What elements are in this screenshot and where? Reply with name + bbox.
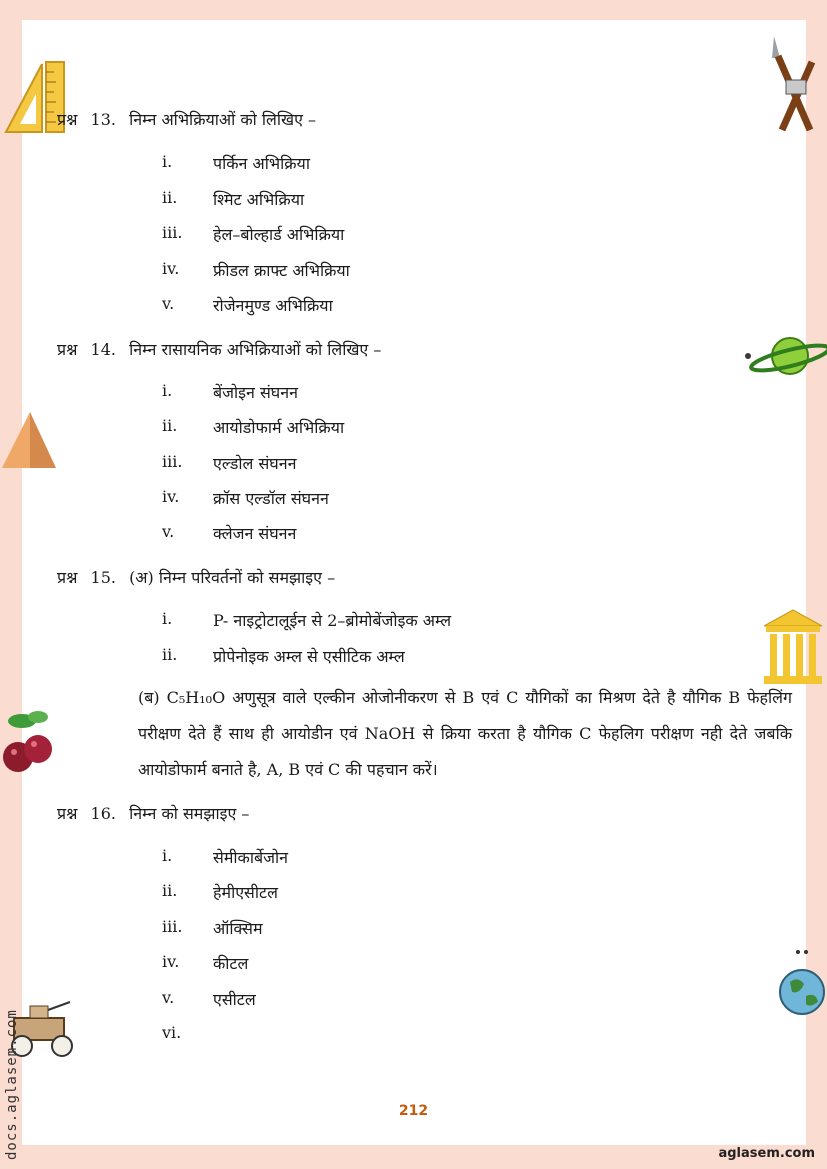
list-item: आयोडोफार्म अभिक्रिया — [213, 418, 345, 437]
list-item: एसीटल — [213, 990, 256, 1009]
question-number: 16. — [90, 804, 116, 823]
list-item: हेल–बोल्हार्ड अभिक्रिया — [213, 225, 345, 244]
list-item: क्लेजन संघनन — [213, 524, 297, 543]
list-item: फ्रीडल क्राफ्ट अभिक्रिया — [213, 261, 350, 280]
list-item: प्रोपेनोइक अम्ल से एसीटिक अम्ल — [213, 647, 405, 666]
question-prefix: प्रश्न — [57, 804, 78, 823]
list-item: P- नाइट्रोटालूईन से 2–ब्रोमोबेंजोइक अम्ल — [213, 611, 452, 630]
list-item-number: iv. — [162, 952, 180, 971]
list-item: हेमीएसीटल — [213, 883, 278, 902]
list-item: कीटल — [213, 954, 249, 973]
question-number: 15. — [90, 568, 116, 587]
list-item-number: iii. — [162, 452, 183, 471]
list-item-number: vi. — [162, 1023, 182, 1042]
question-text: (अ) निम्न परिवर्तनों को समझाइए – — [129, 568, 336, 587]
list-item-number: v. — [162, 988, 175, 1007]
list-item-number: i. — [162, 609, 173, 628]
list-item-number: ii. — [162, 881, 178, 900]
watermark: docs.aglasem.com — [4, 1009, 20, 1160]
question-prefix: प्रश्न — [57, 110, 78, 129]
list-item: बेंजोइन संघनन — [213, 383, 299, 402]
list-item-number: v. — [162, 522, 175, 541]
question-prefix: प्रश्न — [57, 568, 78, 587]
pyramid-icon — [0, 410, 58, 470]
list-item: श्मिट अभिक्रिया — [213, 190, 305, 209]
list-item-number: v. — [162, 294, 175, 313]
question-text: निम्न रासायनिक अभिक्रियाओं को लिखिए – — [129, 340, 382, 359]
berries-icon — [0, 705, 58, 779]
temple-icon — [760, 608, 826, 686]
question-15-part-b: (ब) C₅H₁₀O अणुसूत्र वाले एल्कीन ओजोनीकरण से B एवं C यौगिकों का मिश्रण देते है यौगिक B फेहलिंग परीक्षण देते हैं साथ ही आयोडीन एवं NaOH से क्रिया करता है यौगिक C फेहलिग परीक्षण नही देते जबकि आयोडोफार्म बनाते है, A, B एवं C की पहचान करें। — [138, 688, 792, 779]
compass-tool-icon — [766, 34, 824, 134]
question-16-header — [57, 802, 249, 824]
planet-icon — [740, 330, 827, 382]
list-item-number: ii. — [162, 416, 178, 435]
list-item: ऑक्सिम — [213, 919, 263, 938]
question-14-header — [57, 338, 381, 360]
question-prefix: प्रश्न — [57, 340, 78, 359]
list-item-number: ii. — [162, 645, 178, 664]
list-item-number: iv. — [162, 259, 180, 278]
list-item-number: i. — [162, 152, 173, 171]
list-item-number: iv. — [162, 487, 180, 506]
list-item-number: iii. — [162, 223, 183, 242]
list-item: क्रॉस एल्डॉल संघनन — [213, 489, 329, 508]
question-text: निम्न अभिक्रियाओं को लिखिए – — [129, 110, 317, 129]
site-name[interactable]: aglasem.com — [718, 1146, 815, 1161]
page-number: 212 — [398, 1103, 429, 1119]
list-item-number: iii. — [162, 917, 183, 936]
list-item: एल्डोल संघनन — [213, 454, 297, 473]
question-13-header — [57, 108, 316, 130]
list-item: सेमीकार्बेजोन — [213, 848, 288, 867]
question-15-header — [57, 566, 335, 588]
question-text: निम्न को समझाइए – — [129, 804, 250, 823]
list-item-number: ii. — [162, 188, 178, 207]
list-item-number: i. — [162, 381, 173, 400]
list-item-number: i. — [162, 846, 173, 865]
question-number: 13. — [90, 110, 116, 129]
globe-icon — [778, 948, 827, 1018]
list-item: रोजेनमुण्ड अभिक्रिया — [213, 296, 333, 315]
list-item: पर्किन अभिक्रिया — [213, 154, 310, 173]
question-number: 14. — [90, 340, 116, 359]
